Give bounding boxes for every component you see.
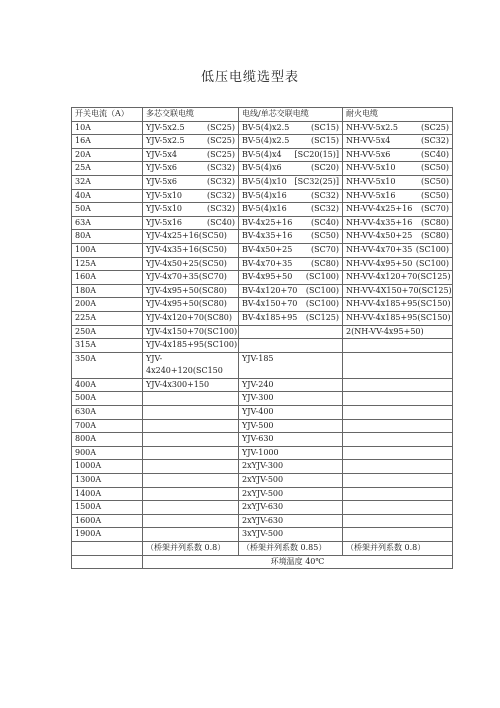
conduit-spec: (SC70) — [310, 244, 339, 254]
fire-cable-cell — [343, 487, 453, 501]
cable-spec: NH-VV-4x95+50 — [346, 258, 413, 268]
table-row — [72, 284, 453, 298]
switch-current-cell: 1900A — [72, 528, 143, 542]
switch-current-cell: 63A — [72, 216, 143, 230]
switch-current-cell: 160A — [72, 271, 143, 285]
cable-spec: 2xYJV-630 — [242, 515, 284, 525]
switch-current-cell: 80A — [72, 230, 143, 244]
table-row — [72, 257, 453, 271]
cable-spec: YJV-4x185+95(SC100) — [146, 340, 238, 350]
conduit-spec: (SC125) — [305, 312, 339, 322]
cable-spec: YJV-185 — [242, 353, 274, 363]
cable-spec: YJV-500 — [242, 420, 274, 430]
cable-spec: BV-5(4)x2.5 — [242, 136, 290, 146]
cable-spec: NH-VV-4X150+70(SC125) — [346, 285, 452, 295]
cable-spec: YJV-4x300+150 — [146, 379, 210, 389]
conduit-spec: (SC32) — [206, 190, 235, 200]
cable-spec: NH-VV-5x10 — [346, 163, 396, 173]
cable-spec: YJV-400 — [242, 407, 274, 417]
cable-spec: YJV-4x25+16(SC50) — [146, 231, 227, 241]
single-cable-cell — [239, 474, 343, 488]
cable-spec: NH-VV-4x35+16 — [346, 217, 413, 227]
fire-cable-cell — [343, 528, 453, 542]
cable-spec: YJV-5x4 — [146, 149, 177, 159]
cable-spec: YJV-4x120+70(SC80) — [146, 312, 233, 322]
single-cable-cell — [239, 230, 343, 244]
ambient-row — [72, 555, 453, 569]
conduit-spec: (SC50) — [420, 163, 449, 173]
cable-spec: YJV-5x10 — [146, 204, 183, 214]
fire-cable-cell — [343, 419, 453, 433]
multi-cable-cell — [143, 460, 239, 474]
cable-spec: YJV-4x150+70(SC100) — [146, 326, 238, 336]
multi-cable-cell — [143, 352, 239, 378]
table-row — [72, 339, 453, 353]
header-wire-single-core-cable: 电线/单芯交联电缆 — [239, 108, 343, 122]
cable-spec: YJV-5x2.5 — [146, 136, 185, 146]
switch-current-cell: 500A — [72, 392, 143, 406]
cable-spec: NH-VV-5x2.5 — [346, 122, 398, 132]
table-row — [72, 378, 453, 392]
switch-current-cell: 1000A — [72, 460, 143, 474]
table-row — [72, 230, 453, 244]
fire-cable-cell — [343, 203, 453, 217]
ambient-temperature: 环境温度 40℃ — [143, 555, 453, 569]
fire-cable-cell — [343, 121, 453, 135]
multi-cable-cell — [143, 339, 239, 353]
table-row — [72, 392, 453, 406]
table-row — [72, 446, 453, 460]
switch-current-cell: 16A — [72, 135, 143, 149]
factor-cell: （桥架并列系数 0.8） — [143, 542, 239, 556]
cable-spec: BV-4x70+35 — [242, 258, 293, 268]
fire-cable-cell — [343, 243, 453, 257]
cable-spec: NH-VV-4x185+95(SC150) — [346, 299, 451, 309]
multi-cable-cell — [143, 311, 239, 325]
cable-spec: BV-5(4)x10 — [242, 176, 287, 186]
single-cable-cell — [239, 378, 343, 392]
table-row — [72, 216, 453, 230]
multi-cable-cell — [143, 298, 239, 312]
cable-spec: YJV-1000 — [242, 447, 279, 457]
conduit-spec: (SC70) — [420, 204, 449, 214]
cable-spec: BV-4x50+25 — [242, 244, 293, 254]
multi-cable-cell — [143, 271, 239, 285]
switch-current-cell: 1300A — [72, 474, 143, 488]
multi-cable-cell — [143, 148, 239, 162]
single-cable-cell — [239, 339, 343, 353]
cable-spec: 2(NH-VV-4x95+50) — [346, 326, 424, 336]
switch-current-cell: 1400A — [72, 487, 143, 501]
cable-spec: BV-5(4)x16 — [242, 204, 287, 214]
cable-spec: NH-VV-4x185+95(SC150) — [346, 312, 451, 322]
table-row — [72, 298, 453, 312]
multi-cable-cell — [143, 433, 239, 447]
conduit-spec: (SC40) — [206, 217, 235, 227]
fire-cable-cell — [343, 230, 453, 244]
cable-spec: 2xYJV-500 — [242, 475, 284, 485]
single-cable-cell — [239, 501, 343, 515]
conduit-spec: (SC25) — [206, 136, 235, 146]
cable-spec: 3xYJV-500 — [242, 529, 284, 539]
conduit-spec: (SC32) — [206, 176, 235, 186]
conduit-spec: (SC40) — [310, 217, 339, 227]
cable-spec: NH-VV-5x16 — [346, 190, 396, 200]
switch-current-cell: 700A — [72, 419, 143, 433]
cable-spec: NH-VV-5x6 — [346, 149, 391, 159]
multi-cable-cell — [143, 216, 239, 230]
cable-spec: YJV-4x95+50(SC80) — [146, 299, 227, 309]
cable-spec: NH-VV-4x70+35 — [346, 244, 413, 254]
ambient-blank-cell — [72, 555, 143, 569]
cable-spec: BV-5(4)x4 — [242, 149, 282, 159]
single-cable-cell — [239, 419, 343, 433]
conduit-spec: (SC100) — [305, 299, 339, 309]
fire-cable-cell — [343, 162, 453, 176]
multi-cable-cell — [143, 257, 239, 271]
table-row — [72, 121, 453, 135]
conduit-spec: (SC80) — [420, 231, 449, 241]
cable-spec: YJV-630 — [242, 434, 274, 444]
cable-spec: NH-VV-5x4 — [346, 136, 391, 146]
switch-current-cell: 20A — [72, 148, 143, 162]
multi-cable-cell — [143, 501, 239, 515]
factor-row — [72, 542, 453, 556]
single-cable-cell — [239, 352, 343, 378]
switch-current-cell: 10A — [72, 121, 143, 135]
single-cable-cell — [239, 271, 343, 285]
table-row — [72, 203, 453, 217]
switch-current-cell: 800A — [72, 433, 143, 447]
single-cable-cell — [239, 528, 343, 542]
fire-cable-cell — [343, 257, 453, 271]
multi-cable-cell — [143, 378, 239, 392]
table-row — [72, 474, 453, 488]
fire-cable-cell — [343, 514, 453, 528]
cable-spec: YJV-4x95+50(SC80) — [146, 285, 227, 295]
single-cable-cell — [239, 284, 343, 298]
cable-spec: 2xYJV-500 — [242, 488, 284, 498]
conduit-spec: (SC20) — [310, 163, 339, 173]
cable-spec: BV-4x25+16 — [242, 217, 293, 227]
fire-cable-cell — [343, 175, 453, 189]
multi-cable-cell — [143, 189, 239, 203]
cable-spec: BV-4x150+70 — [242, 299, 298, 309]
conduit-spec: (SC32) — [420, 136, 449, 146]
header-switch-current: 开关电流（A） — [72, 108, 143, 122]
switch-current-cell: 200A — [72, 298, 143, 312]
multi-cable-cell — [143, 514, 239, 528]
multi-cable-cell — [143, 325, 239, 339]
cable-spec: NH-VV-5x10 — [346, 176, 396, 186]
single-cable-cell — [239, 162, 343, 176]
fire-cable-cell — [343, 135, 453, 149]
multi-cable-cell — [143, 243, 239, 257]
cable-spec: BV-4x120+70 — [242, 285, 298, 295]
fire-cable-cell — [343, 392, 453, 406]
cable-spec: YJV-300 — [242, 393, 274, 403]
single-cable-cell — [239, 433, 343, 447]
cable-spec: BV-4x185+95 — [242, 312, 298, 322]
table-row — [72, 325, 453, 339]
cable-spec: BV-4x95+50 — [242, 272, 293, 282]
cable-spec: NH-VV-4x120+70 — [346, 272, 418, 282]
single-cable-cell — [239, 487, 343, 501]
switch-current-cell: 32A — [72, 175, 143, 189]
switch-current-cell: 630A — [72, 406, 143, 420]
fire-cable-cell — [343, 148, 453, 162]
switch-current-cell: 100A — [72, 243, 143, 257]
single-cable-cell — [239, 514, 343, 528]
fire-cable-cell — [343, 298, 453, 312]
single-cable-cell — [239, 216, 343, 230]
fire-cable-cell — [343, 271, 453, 285]
table-row — [72, 175, 453, 189]
cable-spec: BV-5(4)x2.5 — [242, 122, 290, 132]
fire-cable-cell — [343, 311, 453, 325]
fire-cable-cell — [343, 325, 453, 339]
multi-cable-cell — [143, 162, 239, 176]
single-cable-cell — [239, 135, 343, 149]
table-row — [72, 487, 453, 501]
cable-spec: YJV-5x10 — [146, 190, 183, 200]
table-row — [72, 135, 453, 149]
conduit-spec: [SC20(15)] — [294, 149, 339, 159]
multi-cable-cell — [143, 203, 239, 217]
single-cable-cell — [239, 203, 343, 217]
multi-cable-cell — [143, 121, 239, 135]
multi-cable-cell — [143, 487, 239, 501]
conduit-spec: [SC32(25)] — [294, 176, 339, 186]
single-cable-cell — [239, 392, 343, 406]
multi-cable-cell — [143, 230, 239, 244]
table-row — [72, 148, 453, 162]
cable-spec: YJV-240 — [242, 379, 274, 389]
factor-cell — [72, 542, 143, 556]
multi-cable-cell — [143, 406, 239, 420]
conduit-spec: (SC40) — [420, 149, 449, 159]
conduit-spec: (SC32) — [310, 204, 339, 214]
conduit-spec: (SC32) — [206, 163, 235, 173]
switch-current-cell: 1600A — [72, 514, 143, 528]
fire-cable-cell — [343, 216, 453, 230]
table-row — [72, 311, 453, 325]
fire-cable-cell — [343, 406, 453, 420]
switch-current-cell: 250A — [72, 325, 143, 339]
conduit-spec: (SC50) — [420, 176, 449, 186]
cable-spec: YJV-4x70+35(SC70) — [146, 272, 227, 282]
single-cable-cell — [239, 460, 343, 474]
multi-cable-cell — [143, 474, 239, 488]
multi-cable-cell — [143, 419, 239, 433]
conduit-spec: (SC50) — [420, 190, 449, 200]
table-row — [72, 433, 453, 447]
single-cable-cell — [239, 325, 343, 339]
cable-spec: YJV-5x2.5 — [146, 122, 185, 132]
table-row — [72, 352, 453, 378]
cable-spec: YJV-5x6 — [146, 176, 177, 186]
fire-cable-cell — [343, 460, 453, 474]
cable-spec: BV-4x35+16 — [242, 231, 293, 241]
conduit-spec: (SC25) — [420, 122, 449, 132]
conduit-spec: (SC15) — [310, 136, 339, 146]
fire-cable-cell — [343, 378, 453, 392]
conduit-spec: (SC25) — [206, 149, 235, 159]
fire-cable-cell — [343, 446, 453, 460]
table-row — [72, 528, 453, 542]
single-cable-cell — [239, 446, 343, 460]
single-cable-cell — [239, 243, 343, 257]
single-cable-cell — [239, 175, 343, 189]
conduit-spec: (SC100) — [305, 285, 339, 295]
single-cable-cell — [239, 257, 343, 271]
conduit-spec: (SC80) — [420, 217, 449, 227]
cable-spec: BV-5(4)x6 — [242, 163, 282, 173]
cable-spec: YJV-4x35+16(SC50) — [146, 244, 227, 254]
table-row — [72, 271, 453, 285]
switch-current-cell: 40A — [72, 189, 143, 203]
switch-current-cell: 25A — [72, 162, 143, 176]
factor-cell: （桥架并列系数 0.85） — [239, 542, 343, 556]
fire-cable-cell — [343, 284, 453, 298]
multi-cable-cell — [143, 135, 239, 149]
single-cable-cell — [239, 148, 343, 162]
multi-cable-cell — [143, 528, 239, 542]
cable-spec: BV-5(4)x16 — [242, 190, 287, 200]
cable-spec: 2xYJV-630 — [242, 502, 284, 512]
single-cable-cell — [239, 406, 343, 420]
single-cable-cell — [239, 121, 343, 135]
switch-current-cell: 400A — [72, 378, 143, 392]
table-row — [72, 243, 453, 257]
table-row — [72, 162, 453, 176]
switch-current-cell: 1500A — [72, 501, 143, 515]
table-row — [72, 460, 453, 474]
conduit-spec: (SC100) — [415, 244, 449, 254]
header-fire-resistant-cable: 耐火电缆 — [343, 108, 453, 122]
cable-selection-table — [71, 107, 453, 569]
fire-cable-cell — [343, 339, 453, 353]
single-cable-cell — [239, 298, 343, 312]
fire-cable-cell — [343, 433, 453, 447]
switch-current-cell: 50A — [72, 203, 143, 217]
switch-current-cell: 180A — [72, 284, 143, 298]
multi-cable-cell — [143, 392, 239, 406]
switch-current-cell: 315A — [72, 339, 143, 353]
conduit-spec: (SC32) — [310, 190, 339, 200]
conduit-spec: (SC15) — [310, 122, 339, 132]
switch-current-cell: 125A — [72, 257, 143, 271]
conduit-spec: (SC50) — [310, 231, 339, 241]
factor-cell: （桥架并列系数 0.8） — [343, 542, 453, 556]
cable-spec: 2xYJV-300 — [242, 461, 284, 471]
switch-current-cell: 350A — [72, 352, 143, 378]
multi-cable-cell — [143, 446, 239, 460]
multi-cable-cell — [143, 284, 239, 298]
fire-cable-cell — [343, 474, 453, 488]
conduit-spec: (SC25) — [206, 122, 235, 132]
table-row — [72, 189, 453, 203]
cable-spec: YJV-4x240+120(SC150 — [146, 353, 223, 376]
fire-cable-cell — [343, 189, 453, 203]
conduit-spec: (SC125) — [417, 272, 451, 282]
switch-current-cell: 900A — [72, 446, 143, 460]
switch-current-cell: 225A — [72, 311, 143, 325]
table-header-row — [72, 108, 453, 122]
single-cable-cell — [239, 189, 343, 203]
header-multicore-cable: 多芯交联电缆 — [143, 108, 239, 122]
single-cable-cell — [239, 311, 343, 325]
cable-spec: NH-VV-4x25+16 — [346, 204, 413, 214]
conduit-spec: (SC100) — [415, 258, 449, 268]
cable-spec: YJV-5x16 — [146, 217, 183, 227]
page-title: 低压电缆选型表 — [200, 70, 299, 85]
table-row — [72, 514, 453, 528]
conduit-spec: (SC80) — [310, 258, 339, 268]
conduit-spec: (SC32) — [206, 204, 235, 214]
multi-cable-cell — [143, 175, 239, 189]
fire-cable-cell — [343, 501, 453, 515]
table-row — [72, 419, 453, 433]
cable-spec: YJV-4x50+25(SC50) — [146, 258, 227, 268]
table-row — [72, 501, 453, 515]
cable-spec: NH-VV-4x50+25 — [346, 231, 413, 241]
conduit-spec: (SC100) — [305, 272, 339, 282]
fire-cable-cell — [343, 352, 453, 378]
table-row — [72, 406, 453, 420]
cable-spec: YJV-5x6 — [146, 163, 177, 173]
